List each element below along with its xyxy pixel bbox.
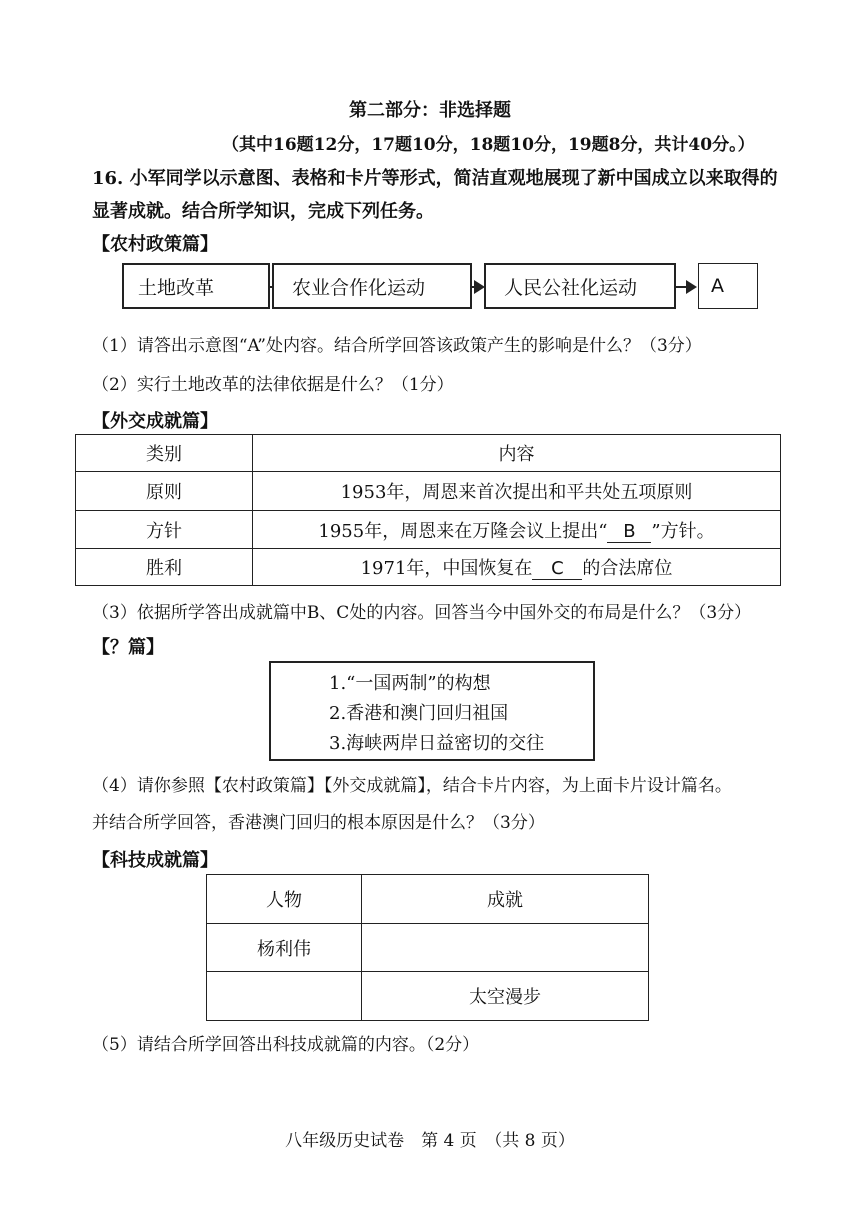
question-1: （1）请答出示意图“A”处内容。结合所学回答该政策产生的影响是什么？（3分） [92, 336, 702, 356]
header-achievement: 成就 [362, 875, 649, 924]
unknown-chapter-heading: 【？篇】 [92, 637, 164, 658]
row-person: 杨利伟 [207, 924, 362, 972]
question-5: （5）请结合所学回答出科技成就篇的内容。（2分） [92, 1035, 480, 1055]
table-header-row [76, 435, 781, 472]
table-header-row [207, 875, 649, 924]
section-title: 第二部分：非选择题 [349, 100, 511, 121]
table-row [76, 549, 781, 586]
question-16-intro-line2: 显著成就。结合所学知识，完成下列任务。 [92, 201, 434, 222]
table-row [207, 924, 649, 972]
page-footer: 八年级历史试卷 第 4 页 （共 8 页） [285, 1131, 575, 1151]
content-text: 1953年，周恩来首次提出和平共处五项原则 [340, 482, 693, 503]
question-3: （3）依据所学答出成就篇中B、C处的内容。回答当今中国外交的布局是什么？（3分） [92, 603, 752, 623]
question-4-line2: 并结合所学回答，香港澳门回归的根本原因是什么？（3分） [92, 813, 545, 833]
blank-c: C [532, 558, 582, 580]
blank-b: B [607, 521, 651, 543]
card-item: 1.“一国两制”的构想 [329, 673, 491, 694]
content-text: 1971年，中国恢复在 [360, 558, 533, 579]
question-16-intro-line1: 16. 小军同学以示意图、表格和卡片等形式，简洁直观地展现了新中国成立以来取得的 [92, 168, 778, 189]
header-category: 类别 [76, 435, 253, 472]
content-card [269, 661, 595, 761]
tech-table [206, 874, 649, 1021]
flow-box-answer-a: A [698, 263, 758, 309]
table-row [207, 972, 649, 1021]
row-content [253, 549, 781, 586]
content-text-after: ”方针。 [651, 520, 715, 542]
row-achievement: 太空漫步 [362, 972, 649, 1021]
content-text-after: 的合法席位 [582, 558, 673, 579]
row-person [207, 972, 362, 1021]
score-note: （其中16题12分，17题10分，18题10分，19题8分，共计40分。） [222, 135, 755, 155]
rural-policy-heading: 【农村政策篇】 [92, 234, 218, 255]
question-2: （2）实行土地改革的法律依据是什么？（1分） [92, 375, 454, 395]
table-row [76, 511, 781, 549]
header-content: 内容 [253, 435, 781, 472]
diplomacy-heading: 【外交成就篇】 [92, 411, 218, 432]
flow-box-land-reform: 土地改革 [122, 263, 270, 309]
flow-box-commune-movement: 人民公社化运动 [484, 263, 676, 309]
row-achievement [362, 924, 649, 972]
row-content [253, 472, 781, 511]
tech-heading: 【科技成就篇】 [92, 850, 218, 871]
row-category: 方针 [76, 511, 253, 549]
question-4-line1: （4）请你参照【农村政策篇】【外交成就篇】，结合卡片内容，为上面卡片设计篇名。 [92, 776, 732, 796]
card-item: 3.海峡两岸日益密切的交往 [329, 733, 545, 754]
content-text: 1955年，周恩来在万隆会议上提出“ [318, 520, 608, 542]
diplomacy-table [75, 434, 781, 586]
row-category: 胜利 [76, 549, 253, 586]
flow-box-cooperative-movement: 农业合作化运动 [272, 263, 472, 309]
row-content [253, 511, 781, 549]
row-category: 原则 [76, 472, 253, 511]
flow-arrow-3-head [686, 280, 697, 294]
header-person: 人物 [207, 875, 362, 924]
table-row [76, 472, 781, 511]
card-item: 2.香港和澳门回归祖国 [329, 703, 509, 724]
